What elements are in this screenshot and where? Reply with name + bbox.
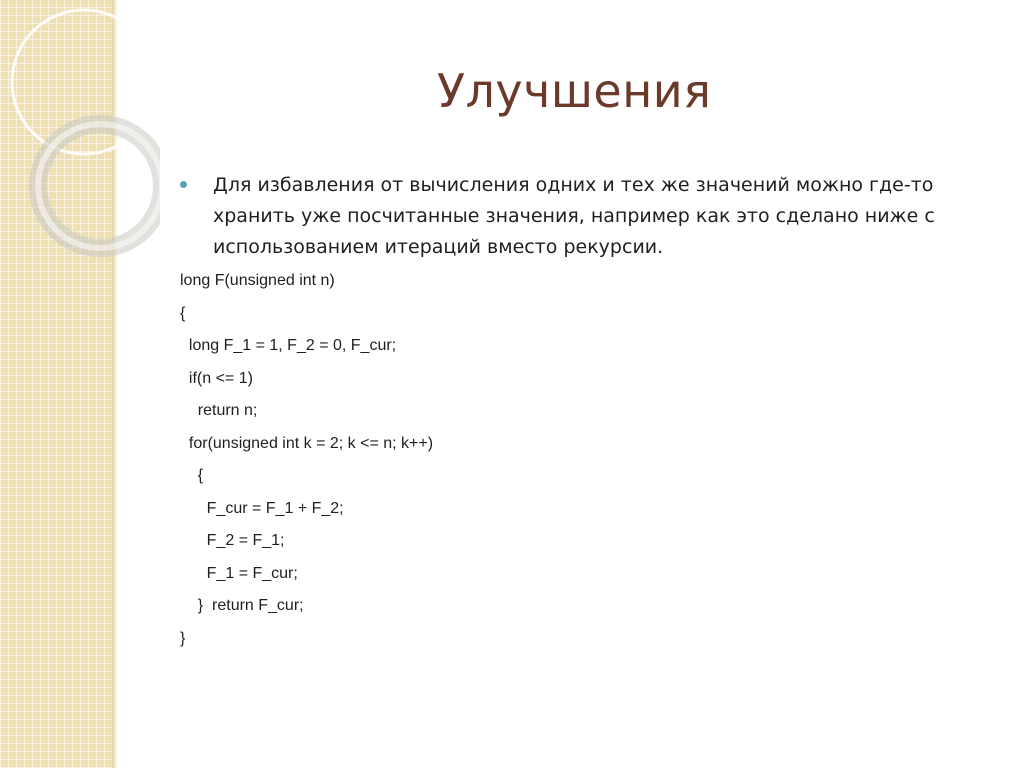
bullet-dot-icon: [180, 181, 187, 188]
code-line: return n;: [180, 402, 258, 419]
decorative-ring-thick-highlight: [38, 124, 160, 248]
code-line: F_1 = F_cur;: [180, 564, 298, 582]
code-line: for(unsigned int k = 2; k <= n; k++): [180, 434, 434, 452]
code-line: }: [180, 629, 186, 647]
code-line: {: [180, 304, 186, 322]
bullet-text: Для избавления от вычисления одних и тех же значений можно где-то хранить уже посчитанные значения, например как это сделано ниже с использованием итераций вместо рекурсии.: [213, 174, 935, 258]
code-line: F_cur = F_1 + F_2;: [180, 499, 344, 517]
code-line: long F(unsigned int n): [180, 272, 335, 289]
code-line: if(n <= 1): [180, 369, 253, 387]
decorative-rings: [0, 0, 160, 330]
bullet-item: [178, 170, 988, 263]
slide-title: Улучшения: [437, 64, 712, 118]
code-line: {: [180, 467, 204, 484]
code-block: [180, 268, 433, 658]
code-line: } return F_cur;: [180, 597, 304, 614]
code-line: long F_1 = 1, F_2 = 0, F_cur;: [180, 337, 397, 354]
code-line: F_2 = F_1;: [180, 532, 285, 549]
